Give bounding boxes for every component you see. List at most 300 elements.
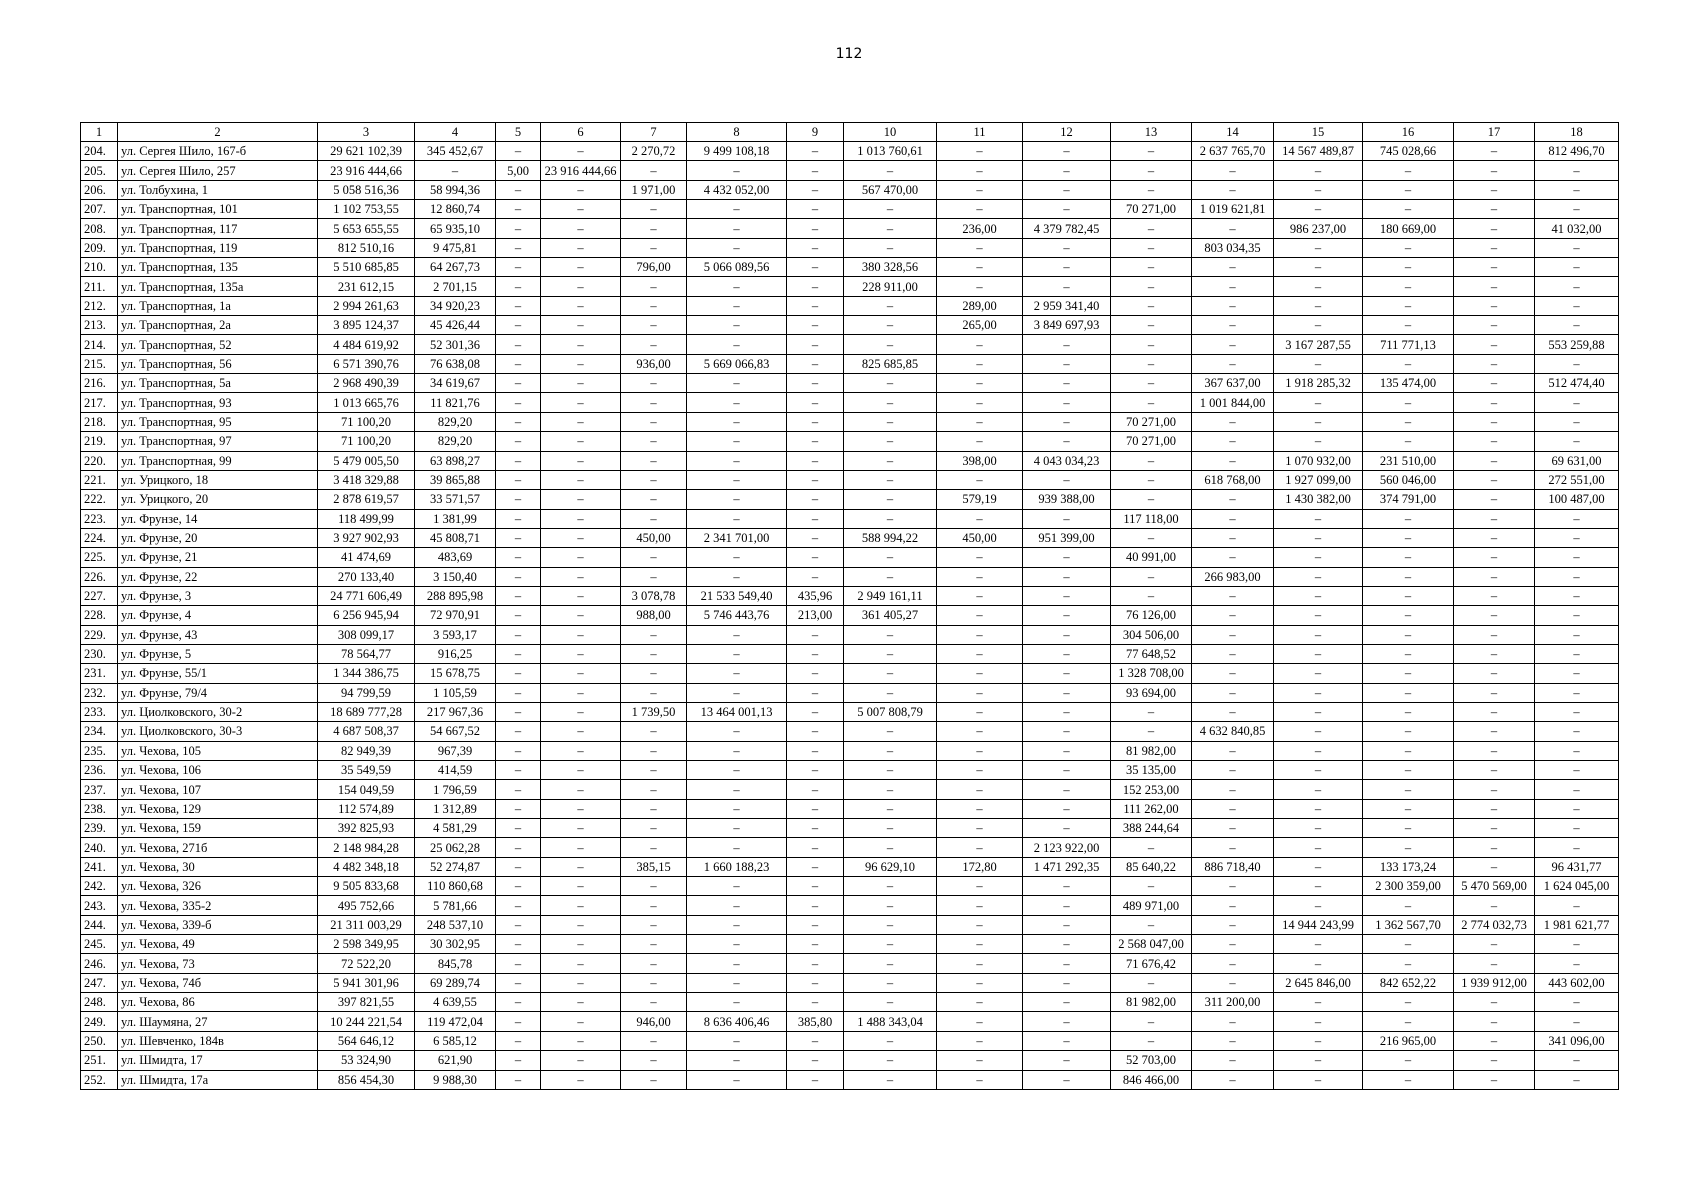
value-cell: –: [1363, 180, 1454, 199]
value-cell: –: [621, 780, 687, 799]
value-cell: 94 799,59: [318, 683, 415, 702]
value-cell: –: [541, 606, 621, 625]
value-cell: –: [937, 567, 1023, 586]
value-cell: –: [687, 1031, 787, 1050]
value-cell: –: [1535, 200, 1619, 219]
row-number: 234.: [81, 722, 118, 741]
value-cell: –: [787, 1070, 844, 1089]
value-cell: 172,80: [937, 857, 1023, 876]
value-cell: –: [937, 432, 1023, 451]
value-cell: 14 567 489,87: [1274, 142, 1363, 161]
value-cell: –: [496, 664, 541, 683]
value-cell: 231 510,00: [1363, 451, 1454, 470]
address-cell: ул. Транспортная, 101: [118, 200, 318, 219]
value-cell: –: [496, 296, 541, 315]
column-header: 11: [937, 123, 1023, 142]
value-cell: –: [1535, 625, 1619, 644]
value-cell: –: [844, 954, 937, 973]
address-cell: ул. Чехова, 159: [118, 819, 318, 838]
value-cell: –: [1192, 412, 1274, 431]
value-cell: 5 470 569,00: [1454, 877, 1535, 896]
value-cell: 4 632 840,85: [1192, 722, 1274, 741]
value-cell: –: [787, 316, 844, 335]
row-number: 232.: [81, 683, 118, 702]
address-cell: ул. Чехова, 49: [118, 935, 318, 954]
value-cell: –: [541, 741, 621, 760]
address-cell: ул. Чехова, 271б: [118, 838, 318, 857]
value-cell: –: [1111, 973, 1192, 992]
column-header: 17: [1454, 123, 1535, 142]
value-cell: 70 271,00: [1111, 200, 1192, 219]
value-cell: –: [937, 142, 1023, 161]
value-cell: –: [1274, 644, 1363, 663]
value-cell: –: [844, 412, 937, 431]
value-cell: –: [541, 142, 621, 161]
value-cell: 23 916 444,66: [541, 161, 621, 180]
value-cell: –: [787, 877, 844, 896]
value-cell: –: [541, 702, 621, 721]
value-cell: –: [937, 470, 1023, 489]
value-cell: –: [1192, 354, 1274, 373]
value-cell: –: [415, 161, 496, 180]
row-number: 229.: [81, 625, 118, 644]
value-cell: –: [687, 664, 787, 683]
value-cell: –: [1023, 954, 1111, 973]
value-cell: –: [541, 335, 621, 354]
value-cell: –: [1363, 1051, 1454, 1070]
value-cell: –: [1454, 741, 1535, 760]
column-header: 1: [81, 123, 118, 142]
value-cell: –: [1454, 761, 1535, 780]
value-cell: –: [1454, 219, 1535, 238]
value-cell: –: [1023, 1012, 1111, 1031]
row-number: 217.: [81, 393, 118, 412]
value-cell: 1 381,99: [415, 509, 496, 528]
value-cell: –: [1111, 838, 1192, 857]
value-cell: 228 911,00: [844, 277, 937, 296]
table-row: [81, 954, 1619, 973]
value-cell: –: [496, 219, 541, 238]
value-cell: 385,80: [787, 1012, 844, 1031]
value-cell: 3 849 697,93: [1023, 316, 1111, 335]
value-cell: –: [541, 644, 621, 663]
column-header: 8: [687, 123, 787, 142]
value-cell: 133 173,24: [1363, 857, 1454, 876]
value-cell: 1 001 844,00: [1192, 393, 1274, 412]
value-cell: –: [541, 1051, 621, 1070]
value-cell: 8 636 406,46: [687, 1012, 787, 1031]
value-cell: –: [1535, 780, 1619, 799]
value-cell: –: [1454, 451, 1535, 470]
value-cell: 361 405,27: [844, 606, 937, 625]
value-cell: –: [937, 702, 1023, 721]
value-cell: 5 941 301,96: [318, 973, 415, 992]
value-cell: –: [1192, 258, 1274, 277]
table-row: [81, 683, 1619, 702]
value-cell: 5 479 005,50: [318, 451, 415, 470]
value-cell: –: [1535, 896, 1619, 915]
value-cell: –: [937, 180, 1023, 199]
value-cell: –: [787, 664, 844, 683]
value-cell: –: [621, 1070, 687, 1089]
value-cell: –: [937, 877, 1023, 896]
value-cell: 553 259,88: [1535, 335, 1619, 354]
value-cell: –: [1535, 799, 1619, 818]
value-cell: –: [1274, 509, 1363, 528]
value-cell: –: [1023, 277, 1111, 296]
value-cell: –: [541, 432, 621, 451]
value-cell: –: [1023, 200, 1111, 219]
value-cell: –: [687, 432, 787, 451]
value-cell: –: [1023, 702, 1111, 721]
address-cell: ул. Фрунзе, 14: [118, 509, 318, 528]
value-cell: 35 135,00: [1111, 761, 1192, 780]
value-cell: 2 959 341,40: [1023, 296, 1111, 315]
value-cell: –: [541, 799, 621, 818]
row-number: 250.: [81, 1031, 118, 1050]
value-cell: 9 988,30: [415, 1070, 496, 1089]
value-cell: 2 123 922,00: [1023, 838, 1111, 857]
row-number: 227.: [81, 586, 118, 605]
value-cell: –: [787, 1051, 844, 1070]
value-cell: 4 639,55: [415, 993, 496, 1012]
value-cell: –: [1363, 1012, 1454, 1031]
value-cell: –: [787, 180, 844, 199]
value-cell: –: [687, 741, 787, 760]
value-cell: 33 571,57: [415, 490, 496, 509]
value-cell: –: [1274, 838, 1363, 857]
row-number: 231.: [81, 664, 118, 683]
value-cell: –: [937, 161, 1023, 180]
table-row: [81, 335, 1619, 354]
table-row: [81, 819, 1619, 838]
value-cell: 5 066 089,56: [687, 258, 787, 277]
value-cell: –: [496, 451, 541, 470]
value-cell: 118 499,99: [318, 509, 415, 528]
value-cell: –: [1535, 548, 1619, 567]
value-cell: 100 487,00: [1535, 490, 1619, 509]
value-cell: –: [1274, 528, 1363, 547]
value-cell: –: [1454, 780, 1535, 799]
value-cell: –: [787, 432, 844, 451]
column-header: 18: [1535, 123, 1619, 142]
value-cell: –: [1454, 354, 1535, 373]
row-number: 244.: [81, 915, 118, 934]
value-cell: –: [687, 219, 787, 238]
table-row: [81, 567, 1619, 586]
value-cell: –: [937, 993, 1023, 1012]
row-number: 223.: [81, 509, 118, 528]
value-cell: –: [937, 335, 1023, 354]
value-cell: –: [541, 683, 621, 702]
value-cell: –: [937, 819, 1023, 838]
value-cell: 9 475,81: [415, 238, 496, 257]
value-cell: –: [1274, 567, 1363, 586]
register-table: [80, 122, 1619, 1090]
address-cell: ул. Фрунзе, 22: [118, 567, 318, 586]
value-cell: –: [1535, 935, 1619, 954]
table-row: [81, 219, 1619, 238]
value-cell: –: [687, 973, 787, 992]
value-cell: 6 571 390,76: [318, 354, 415, 373]
value-cell: 5 007 808,79: [844, 702, 937, 721]
value-cell: –: [1274, 702, 1363, 721]
value-cell: –: [844, 296, 937, 315]
value-cell: –: [1023, 625, 1111, 644]
value-cell: –: [1192, 741, 1274, 760]
value-cell: –: [1274, 993, 1363, 1012]
value-cell: –: [1023, 683, 1111, 702]
value-cell: –: [1535, 683, 1619, 702]
address-cell: ул. Чехова, 107: [118, 780, 318, 799]
table-row: [81, 1012, 1619, 1031]
value-cell: –: [1363, 780, 1454, 799]
value-cell: –: [1023, 819, 1111, 838]
value-cell: –: [844, 799, 937, 818]
table-row: [81, 528, 1619, 547]
value-cell: 5 781,66: [415, 896, 496, 915]
address-cell: ул. Шевченко, 184в: [118, 1031, 318, 1050]
value-cell: –: [496, 1070, 541, 1089]
value-cell: –: [937, 625, 1023, 644]
value-cell: –: [1192, 451, 1274, 470]
value-cell: –: [1274, 664, 1363, 683]
value-cell: –: [1111, 296, 1192, 315]
value-cell: –: [787, 277, 844, 296]
value-cell: –: [1363, 954, 1454, 973]
value-cell: –: [1454, 432, 1535, 451]
value-cell: –: [496, 142, 541, 161]
value-cell: –: [687, 915, 787, 934]
value-cell: –: [844, 238, 937, 257]
value-cell: –: [496, 470, 541, 489]
value-cell: –: [496, 1012, 541, 1031]
value-cell: –: [621, 316, 687, 335]
value-cell: –: [787, 683, 844, 702]
value-cell: –: [844, 393, 937, 412]
value-cell: 5 746 443,76: [687, 606, 787, 625]
value-cell: 1 488 343,04: [844, 1012, 937, 1031]
value-cell: –: [1363, 1070, 1454, 1089]
value-cell: –: [1111, 702, 1192, 721]
table-row: [81, 374, 1619, 393]
row-number: 216.: [81, 374, 118, 393]
value-cell: –: [787, 819, 844, 838]
address-cell: ул. Транспортная, 2а: [118, 316, 318, 335]
value-cell: 96 431,77: [1535, 857, 1619, 876]
value-cell: 4 581,29: [415, 819, 496, 838]
value-cell: 25 062,28: [415, 838, 496, 857]
table-row: [81, 780, 1619, 799]
value-cell: 5 669 066,83: [687, 354, 787, 373]
value-cell: –: [937, 393, 1023, 412]
value-cell: 988,00: [621, 606, 687, 625]
value-cell: 231 612,15: [318, 277, 415, 296]
value-cell: –: [1111, 354, 1192, 373]
value-cell: –: [1192, 761, 1274, 780]
column-header: 3: [318, 123, 415, 142]
value-cell: 54 667,52: [415, 722, 496, 741]
value-cell: –: [1454, 548, 1535, 567]
value-cell: 946,00: [621, 1012, 687, 1031]
value-cell: –: [496, 741, 541, 760]
value-cell: 435,96: [787, 586, 844, 605]
value-cell: –: [1363, 567, 1454, 586]
value-cell: –: [787, 374, 844, 393]
value-cell: –: [937, 683, 1023, 702]
value-cell: –: [1535, 412, 1619, 431]
value-cell: –: [1023, 548, 1111, 567]
value-cell: –: [496, 877, 541, 896]
value-cell: –: [1111, 1012, 1192, 1031]
value-cell: –: [844, 896, 937, 915]
value-cell: 64 267,73: [415, 258, 496, 277]
value-cell: 2 774 032,73: [1454, 915, 1535, 934]
value-cell: –: [1274, 1070, 1363, 1089]
value-cell: –: [787, 470, 844, 489]
value-cell: –: [787, 490, 844, 509]
value-cell: –: [1274, 857, 1363, 876]
value-cell: –: [541, 200, 621, 219]
row-number: 211.: [81, 277, 118, 296]
value-cell: –: [687, 238, 787, 257]
address-cell: ул. Фрунзе, 4: [118, 606, 318, 625]
value-cell: –: [1363, 528, 1454, 547]
value-cell: 77 648,52: [1111, 644, 1192, 663]
value-cell: –: [1023, 567, 1111, 586]
value-cell: –: [496, 799, 541, 818]
value-cell: –: [937, 1070, 1023, 1089]
row-number: 215.: [81, 354, 118, 373]
value-cell: –: [937, 761, 1023, 780]
value-cell: –: [1192, 490, 1274, 509]
value-cell: –: [496, 528, 541, 547]
value-cell: –: [1023, 412, 1111, 431]
value-cell: 1 739,50: [621, 702, 687, 721]
value-cell: –: [1192, 877, 1274, 896]
value-cell: –: [621, 451, 687, 470]
value-cell: –: [1535, 586, 1619, 605]
value-cell: –: [496, 1031, 541, 1050]
value-cell: –: [1454, 819, 1535, 838]
value-cell: 3 150,40: [415, 567, 496, 586]
address-cell: ул. Фрунзе, 3: [118, 586, 318, 605]
value-cell: –: [1363, 625, 1454, 644]
value-cell: –: [844, 161, 937, 180]
value-cell: –: [1274, 1031, 1363, 1050]
value-cell: 216 965,00: [1363, 1031, 1454, 1050]
value-cell: –: [1192, 1070, 1274, 1089]
value-cell: –: [496, 993, 541, 1012]
value-cell: 2 701,15: [415, 277, 496, 296]
value-cell: –: [1274, 316, 1363, 335]
row-number: 242.: [81, 877, 118, 896]
value-cell: –: [937, 954, 1023, 973]
value-cell: –: [937, 741, 1023, 760]
value-cell: –: [621, 954, 687, 973]
value-cell: –: [541, 412, 621, 431]
value-cell: 82 949,39: [318, 741, 415, 760]
value-cell: 1 471 292,35: [1023, 857, 1111, 876]
value-cell: –: [1192, 896, 1274, 915]
value-cell: 2 598 349,95: [318, 935, 415, 954]
value-cell: –: [1454, 238, 1535, 257]
value-cell: –: [787, 258, 844, 277]
value-cell: 85 640,22: [1111, 857, 1192, 876]
value-cell: –: [621, 973, 687, 992]
value-cell: –: [844, 877, 937, 896]
table-row: [81, 509, 1619, 528]
address-cell: ул. Фрунзе, 79/4: [118, 683, 318, 702]
value-cell: –: [541, 973, 621, 992]
row-number: 237.: [81, 780, 118, 799]
row-number: 204.: [81, 142, 118, 161]
value-cell: –: [687, 896, 787, 915]
value-cell: –: [1535, 393, 1619, 412]
row-number: 210.: [81, 258, 118, 277]
value-cell: –: [1192, 664, 1274, 683]
value-cell: –: [937, 838, 1023, 857]
column-header: 10: [844, 123, 937, 142]
value-cell: –: [787, 296, 844, 315]
value-cell: –: [1274, 277, 1363, 296]
value-cell: –: [1363, 586, 1454, 605]
value-cell: –: [1023, 915, 1111, 934]
value-cell: –: [496, 200, 541, 219]
row-number: 205.: [81, 161, 118, 180]
value-cell: –: [1535, 722, 1619, 741]
row-number: 225.: [81, 548, 118, 567]
value-cell: –: [1535, 528, 1619, 547]
value-cell: –: [1023, 973, 1111, 992]
value-cell: –: [621, 509, 687, 528]
row-number: 209.: [81, 238, 118, 257]
value-cell: –: [1023, 877, 1111, 896]
value-cell: –: [1363, 509, 1454, 528]
column-header: 5: [496, 123, 541, 142]
value-cell: –: [687, 780, 787, 799]
value-cell: 311 200,00: [1192, 993, 1274, 1012]
address-cell: ул. Транспортная, 119: [118, 238, 318, 257]
value-cell: –: [621, 296, 687, 315]
value-cell: –: [844, 432, 937, 451]
value-cell: –: [1192, 335, 1274, 354]
value-cell: –: [787, 335, 844, 354]
value-cell: –: [1023, 354, 1111, 373]
value-cell: –: [1111, 161, 1192, 180]
row-number: 243.: [81, 896, 118, 915]
value-cell: 2 637 765,70: [1192, 142, 1274, 161]
row-number: 213.: [81, 316, 118, 335]
value-cell: 3 895 124,37: [318, 316, 415, 335]
value-cell: –: [541, 993, 621, 1012]
value-cell: –: [541, 722, 621, 741]
value-cell: –: [1454, 200, 1535, 219]
value-cell: 2 270,72: [621, 142, 687, 161]
value-cell: 21 311 003,29: [318, 915, 415, 934]
value-cell: –: [1023, 1070, 1111, 1089]
column-header: 15: [1274, 123, 1363, 142]
value-cell: –: [1454, 625, 1535, 644]
value-cell: 135 474,00: [1363, 374, 1454, 393]
value-cell: 14 944 243,99: [1274, 915, 1363, 934]
value-cell: –: [541, 896, 621, 915]
value-cell: –: [787, 780, 844, 799]
value-cell: –: [844, 935, 937, 954]
row-number: 221.: [81, 470, 118, 489]
value-cell: –: [937, 277, 1023, 296]
value-cell: –: [1192, 1012, 1274, 1031]
